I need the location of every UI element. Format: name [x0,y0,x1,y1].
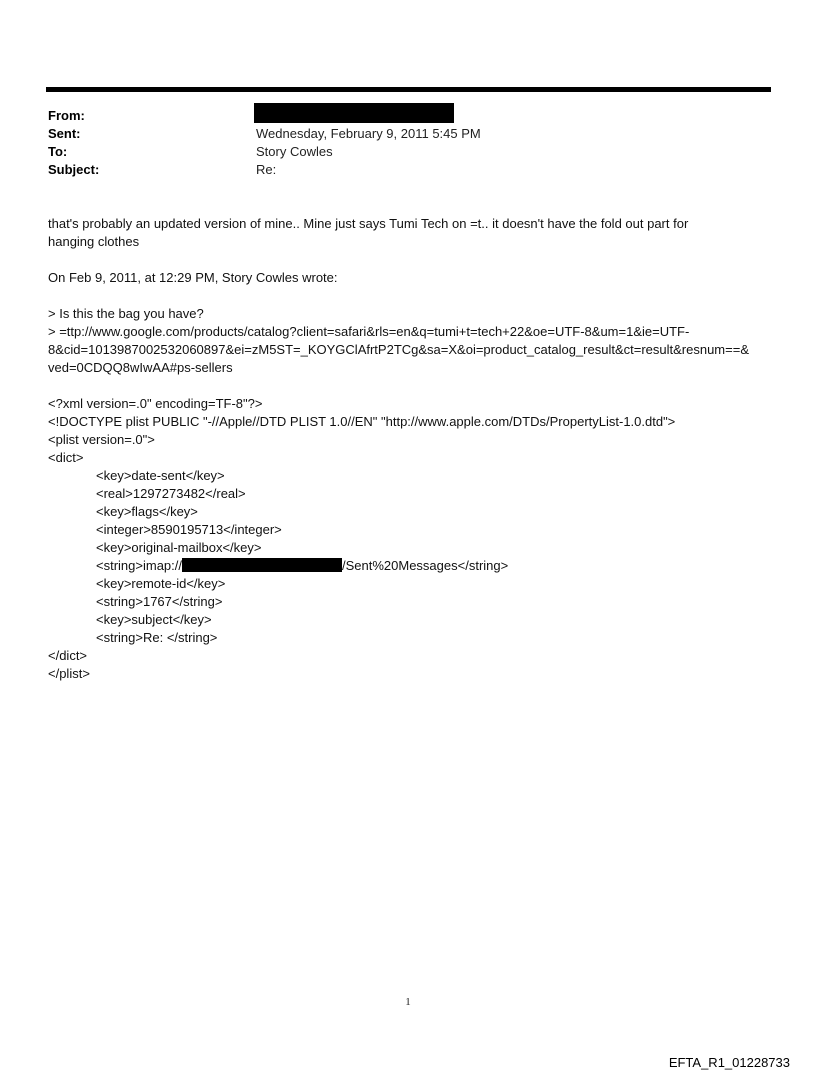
body-line: hanging clothes [48,234,140,249]
xml-line: </plist> [48,666,90,681]
to-label: To: [48,144,68,159]
quote-intro: On Feb 9, 2011, at 12:29 PM, Story Cowles wrote: [48,270,338,285]
to-row [48,143,748,161]
xml-line: </dict> [48,648,88,663]
xml-line: <key>remote-id</key> [96,576,226,591]
xml-line: <?xml version=.0" encoding=TF-8"?> [48,396,263,411]
redaction-block [254,103,454,123]
xml-line: <key>date-sent</key> [96,468,225,483]
from-label: From: [48,108,85,123]
xml-line: <dict> [48,450,84,465]
sent-row [48,125,748,143]
sent-label: Sent: [48,126,81,141]
quoted-url: ved=0CDQQ8wIwAA#ps-sellers [48,360,233,375]
subject-value: Re: [256,162,277,177]
xml-line: <!DOCTYPE plist PUBLIC "-//Apple//DTD PLIST 1.0//EN" "http://www.apple.com/DTDs/PropertyList-1.0.dtd"> [48,414,676,429]
xml-fragment: <string>imap:// [96,558,182,573]
header-rule [46,87,771,92]
xml-line: <string>1767</string> [96,594,223,609]
xml-line: <integer>8590195713</integer> [96,522,282,537]
body-line: that's probably an updated version of mine.. Mine just says Tumi Tech on =t.. it doesn't have the fold out part for [48,216,689,231]
xml-line: <plist version=.0"> [48,432,155,447]
to-value: Story Cowles [256,144,333,159]
page-number: 1 [405,996,411,1008]
sent-value: Wednesday, February 9, 2011 5:45 PM [256,126,481,141]
quoted-url: > =ttp://www.google.com/products/catalog?client=safari&rls=en&q=tumi+t=tech+22&oe=UTF-8&um=1&ie=UTF- [48,324,690,339]
xml-line: <key>subject</key> [96,612,212,627]
quoted-url: 8&cid=1013987002532060897&ei=zM5ST=_KOYGClAfrtP2TCg&sa=X&oi=product_catalog_result&ct=result&resnum==& [48,342,749,357]
xml-line: <key>original-mailbox</key> [96,540,262,555]
redaction-block [182,558,342,572]
quoted-line: > Is this the bag you have? [48,306,204,321]
email-header [48,107,748,179]
xml-line: <string>Re: </string> [96,630,218,645]
xml-line [48,557,778,575]
subject-label: Subject: [48,162,100,177]
email-body [48,215,778,683]
document-id: EFTA_R1_01228733 [668,1055,790,1070]
subject-row [48,161,748,179]
xml-fragment: /Sent%20Messages</string> [342,558,509,573]
xml-line: <real>1297273482</real> [96,486,246,501]
xml-line: <key>flags</key> [96,504,198,519]
from-row [48,107,748,125]
